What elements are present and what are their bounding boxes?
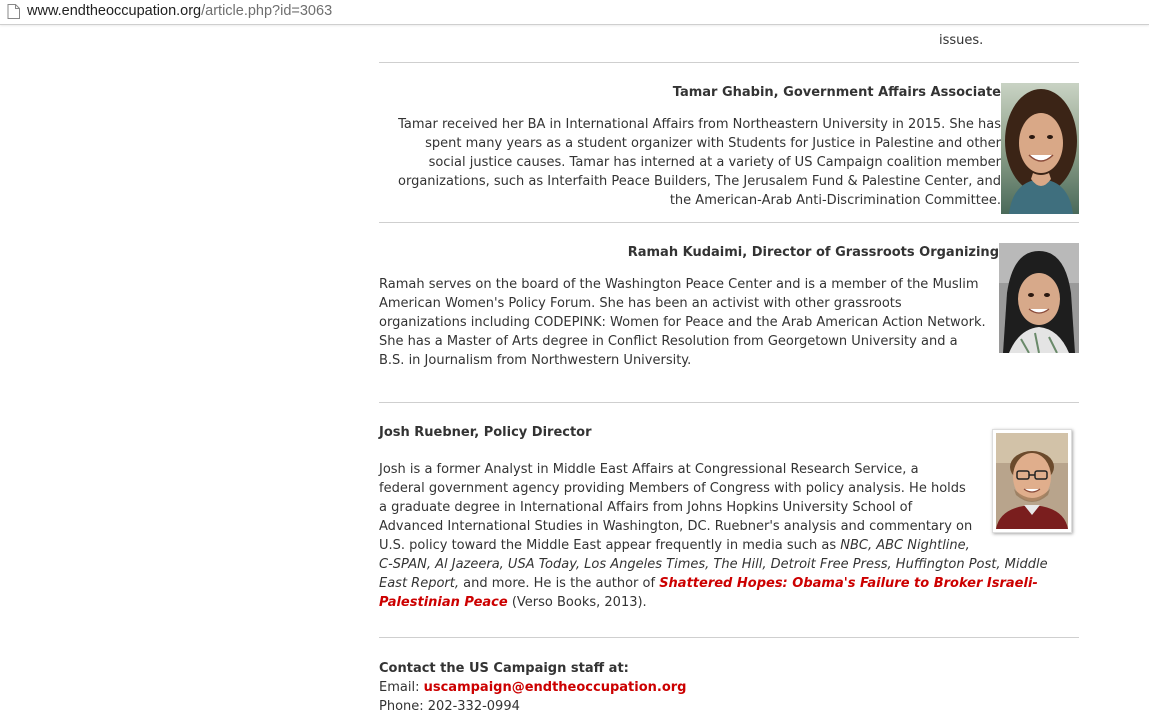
email-link[interactable]: uscampaign@endtheoccupation.org [423,680,687,695]
staff-name: Tamar Ghabin, Government Affairs Associate [672,85,1001,100]
bio-line: She has a Master of Arts degree in Conflict Resolution from Georgetown University and a [379,334,958,349]
staff-bio [379,115,1001,210]
bio-line: spent many years as a student organizer with Students for Justice in Palestine and other [425,136,1001,151]
book-link-continued[interactable]: Palestinian Peace [379,595,508,610]
bio-line [379,555,1079,574]
bio-line: a graduate degree in International Affairs from Johns Hopkins University School of [379,500,913,515]
bio-line: Tamar received her BA in International Affairs from Northeastern University in 2015. She has [398,117,1001,132]
staff-entry-ramah [379,243,1079,370]
media-outlets: East Report, [379,576,459,591]
bio-line [379,574,1079,593]
bio-line: federal government agency providing Members of Congress with policy analysis. He holds [379,481,966,496]
staff-bio [379,460,1079,612]
divider [379,402,1079,403]
staff-entry-josh [379,423,1079,612]
bio-text: (Verso Books, 2013). [507,595,647,610]
staff-name: Josh Ruebner, Policy Director [379,425,592,440]
contact-phone: Phone: 202-332-0994 [379,699,520,714]
page-icon [7,4,20,19]
divider [379,222,1079,223]
bio-text: and more. He is the author of [459,576,660,591]
bio-line: B.S. in Journalism from Northwestern University. [379,353,692,368]
bio-line [379,536,1079,555]
bio-line: American Women's Policy Forum. She has been an activist with other grassroots [379,296,902,311]
bio-line: the American-Arab Anti-Discrimination Committee. [669,193,1001,208]
url-host: www.endtheoccupation.org [27,3,202,19]
tamar-photo [1001,83,1079,214]
contact-email-row [379,678,1079,697]
bio-text: U.S. policy toward the Middle East appear frequently in media such as [379,538,841,553]
staff-entry-tamar [379,83,1079,210]
bio-line: Advanced International Studies in Washington, DC. Ruebner's analysis and commentary on [379,519,973,534]
ramah-photo [999,243,1079,353]
media-outlets: C-SPAN, Al Jazeera, USA Today, Los Angeles Times, The Hill, Detroit Free Press, Huffington Post, Middle [379,557,1048,572]
previous-bio-fragment: issues. [939,33,984,48]
divider [379,637,1079,638]
divider [379,62,1079,63]
staff-name: Ramah Kudaimi, Director of Grassroots Organizing [627,245,999,260]
contact-heading: Contact the US Campaign staff at: [379,661,629,676]
contact-section [379,659,1079,716]
josh-photo [992,429,1072,533]
bio-line: social justice causes. Tamar has interned at a variety of US Campaign coalition member [428,155,1001,170]
staff-bio [379,275,1001,370]
book-link[interactable]: Shattered Hopes: Obama's Failure to Broker Israeli- [659,576,1038,591]
bio-line: organizations, such as Interfaith Peace Builders, The Jerusalem Fund & Palestine Center, and [398,174,1001,189]
media-outlets: NBC, ABC Nightline, [840,538,970,553]
url-text[interactable] [27,3,332,19]
bio-line [379,593,1079,612]
url-path: /article.php?id=3063 [201,3,333,19]
email-label: Email: [379,680,424,695]
bio-line: Josh is a former Analyst in Middle East Affairs at Congressional Research Service, a [379,462,919,477]
bio-line: Ramah serves on the board of the Washington Peace Center and is a member of the Muslim [379,277,979,292]
address-bar[interactable] [0,0,1149,25]
bio-line: organizations including CODEPINK: Women for Peace and the Arab American Action Network. [379,315,986,330]
